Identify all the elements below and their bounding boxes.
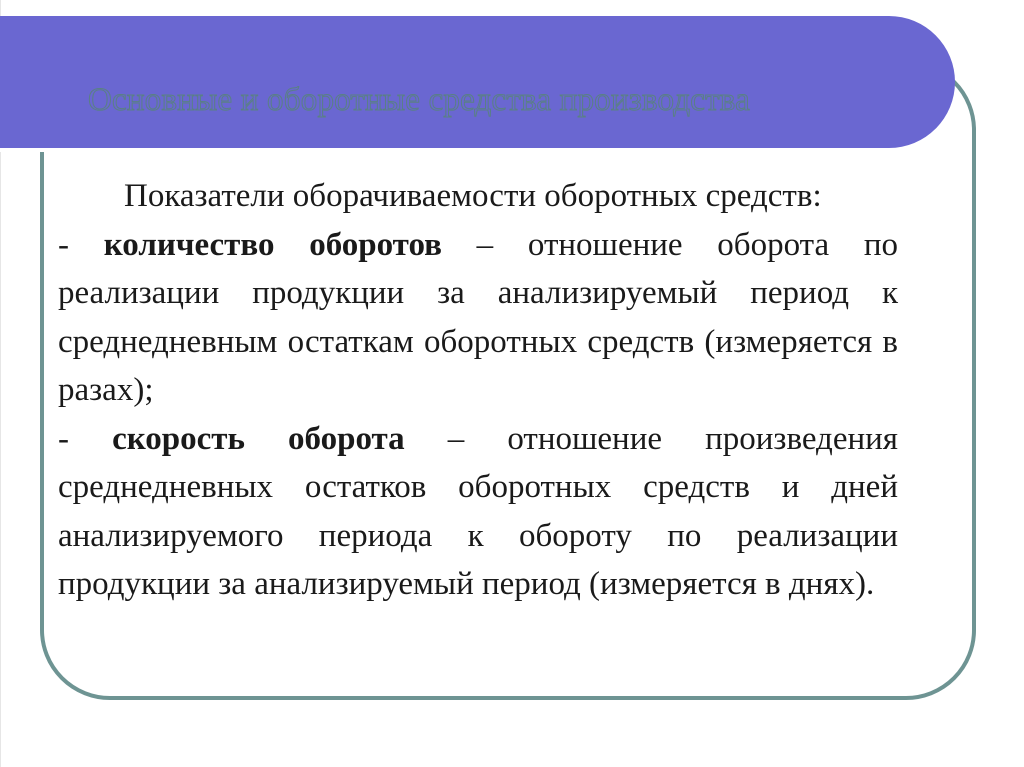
list-item <box>58 221 898 415</box>
list-item-term: скорость оборота <box>112 420 405 457</box>
list-item-prefix: - <box>58 420 113 457</box>
list-item-definition: – отношение произведения среднедневных остатков оборотных средств и дней анализируемого периода к обороту по реализации продукции за анализируемый период (измеряется в днях). <box>58 420 898 602</box>
slide-title: Основные и оборотные средства производства <box>88 82 750 118</box>
list-item <box>58 415 898 609</box>
list-item-definition: – отношение оборота по реализации продукции за анализируемый период к среднедневным остаткам оборотных средств (измеряется в разах); <box>58 226 898 408</box>
list-item-prefix: - <box>58 226 104 263</box>
intro-paragraph: Показатели оборачиваемости оборотных средств: <box>124 178 822 214</box>
slide-body <box>58 172 898 609</box>
title-bar-underline <box>0 148 955 152</box>
list-item-term: количество оборотов <box>103 226 442 263</box>
